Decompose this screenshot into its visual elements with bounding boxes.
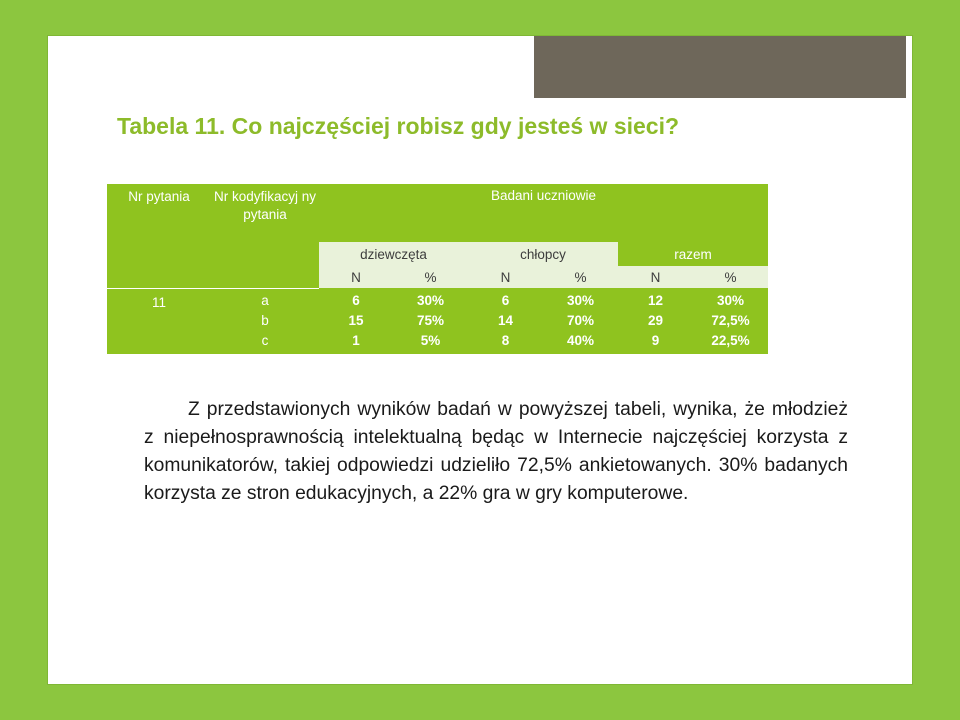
value-cell: 12: [647, 293, 664, 308]
values-pct-razem: [693, 288, 768, 354]
subgroup-dziewczeta: dziewczęta: [319, 242, 468, 266]
summary-text: Z przedstawionych wyników badań w powyższej tabeli, wynika, że młodzież z niepełnosprawnością intelektualną będąc w Internecie najczęściej korzysta z komunikatorów, takiej odpowiedzi udzieliło 72,5% ankietowanych. 30% badanych korzysta ze stron edukacyjnych, a 22% gra w gry komputerowe.: [144, 399, 848, 504]
col-label-n: N: [618, 266, 693, 288]
summary-paragraph: [144, 396, 848, 508]
question-number: 11: [107, 288, 211, 354]
table-title: Tabela 11. Co najczęściej robisz gdy jesteś w sieci?: [117, 113, 680, 139]
values-n-razem: [618, 288, 693, 354]
value-cell: 75%: [416, 313, 445, 328]
answer-code: a: [261, 293, 269, 309]
answer-code: c: [261, 333, 269, 349]
header-nr-kodyfikacyjny: Nr kodyfikacyj ny pytania: [211, 184, 319, 288]
value-cell: 22,5%: [711, 333, 750, 348]
col-label-pct: %: [393, 266, 468, 288]
value-cell: 9: [651, 333, 660, 348]
answer-code: b: [261, 313, 269, 329]
col-label-n: N: [468, 266, 543, 288]
values-pct-dziewczeta: [393, 288, 468, 354]
value-cell: 6: [501, 293, 510, 308]
value-cell: 14: [497, 313, 514, 328]
value-cell: 5%: [420, 333, 441, 348]
top-accent-bar: [534, 36, 906, 98]
answer-codes: [211, 288, 319, 354]
col-label-pct: %: [693, 266, 768, 288]
col-label-pct: %: [543, 266, 618, 288]
subgroup-razem: razem: [618, 242, 768, 266]
values-pct-chlopcy: [543, 288, 618, 354]
value-cell: 72,5%: [711, 313, 750, 328]
header-badani-uczniowie: Badani uczniowie: [319, 184, 768, 242]
value-cell: 15: [348, 313, 364, 328]
values-n-chlopcy: [468, 288, 543, 354]
value-cell: 1: [352, 333, 360, 348]
value-cell: 8: [501, 333, 510, 348]
value-cell: 30%: [416, 293, 445, 308]
subgroup-chlopcy: chłopcy: [468, 242, 618, 266]
values-n-dziewczeta: [319, 288, 393, 354]
value-cell: 30%: [566, 293, 595, 308]
header-nr-pytania: Nr pytania: [107, 184, 211, 288]
col-label-n: N: [319, 266, 393, 288]
value-cell: 29: [647, 313, 664, 328]
value-cell: 30%: [716, 293, 745, 308]
results-table: [107, 184, 768, 354]
value-cell: 6: [352, 293, 360, 308]
value-cell: 40%: [566, 333, 595, 348]
value-cell: 70%: [566, 313, 595, 328]
